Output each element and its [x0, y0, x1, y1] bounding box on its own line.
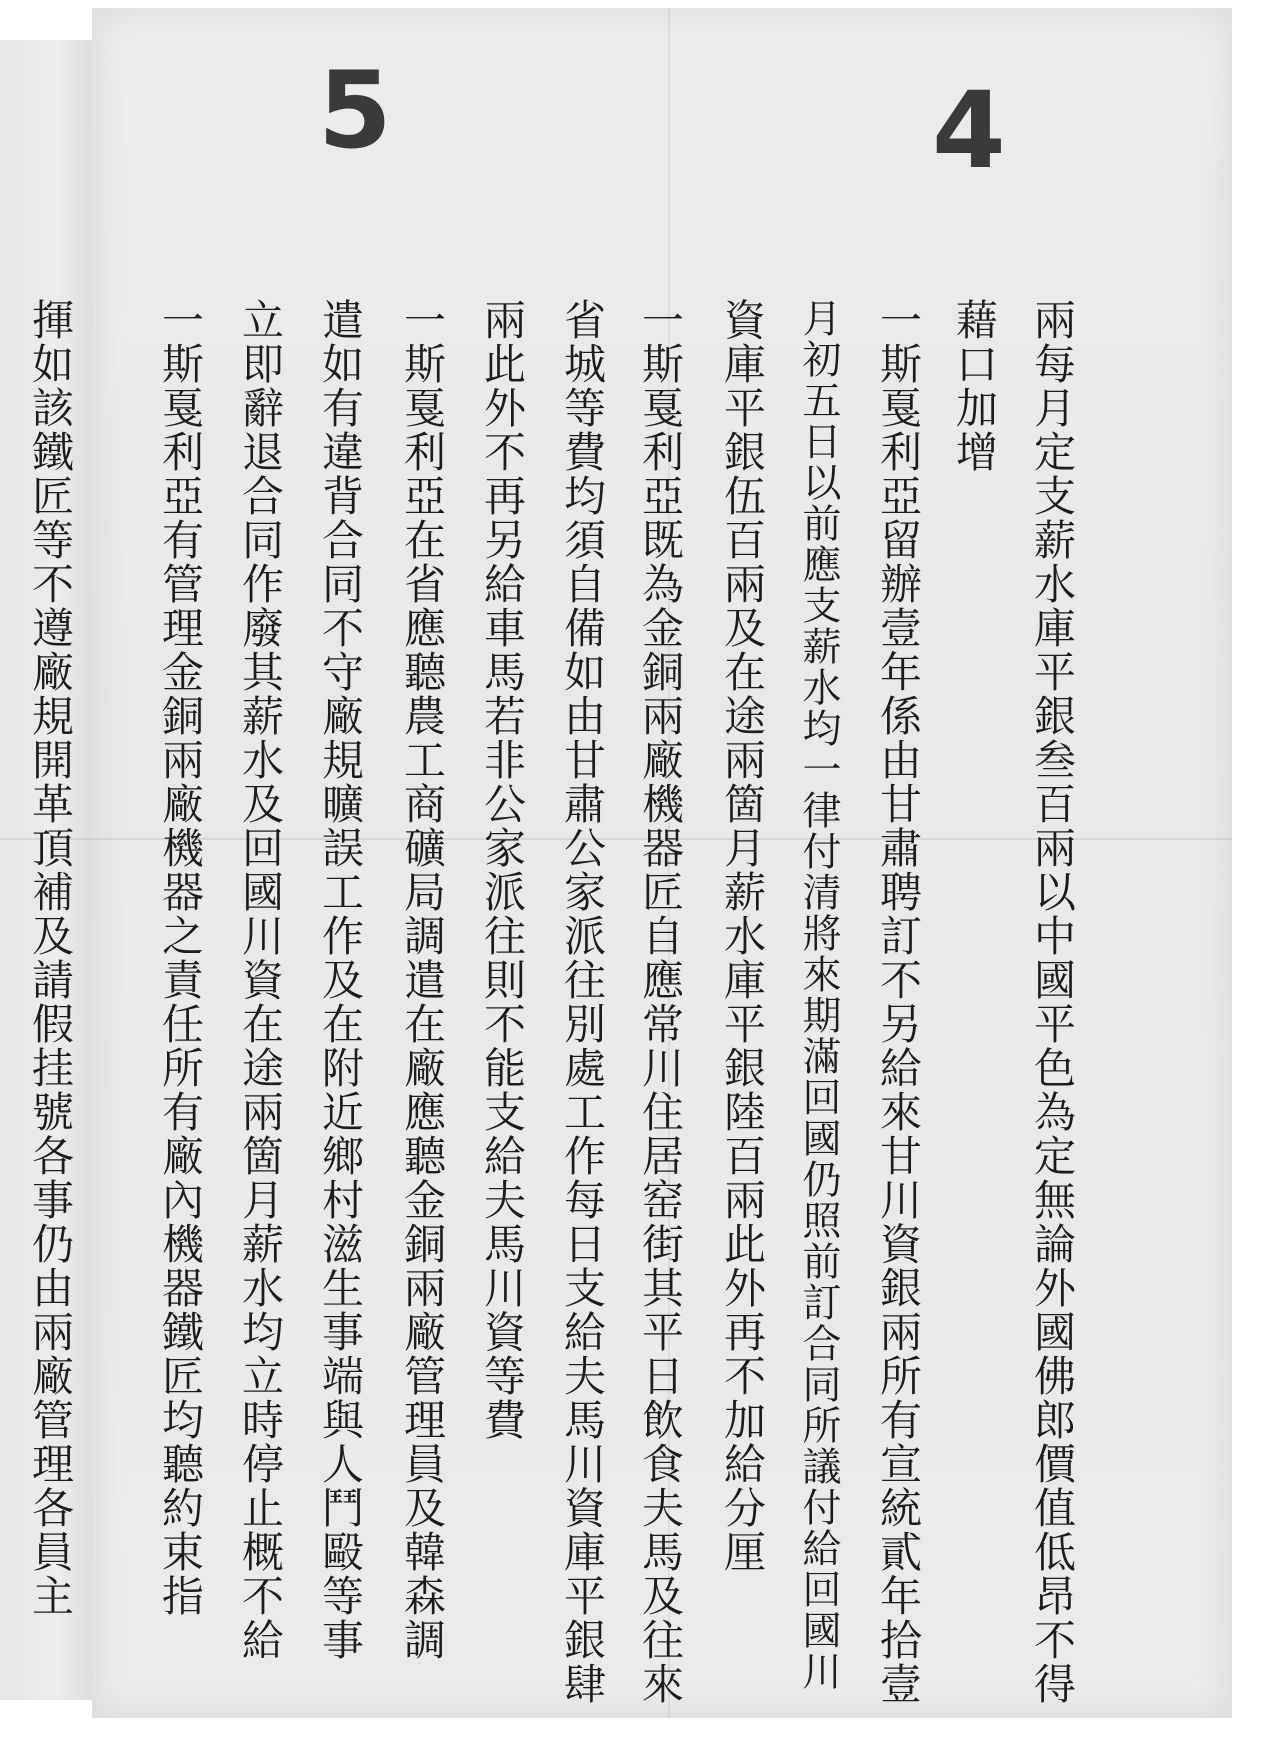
text-column-12: 一斯戛利亞有管理金銅兩廠機器之責任所有廠內機器鐵匠均聽約束指 [156, 298, 205, 1618]
text-column-5: 資庫平銀伍百兩及在途兩箇月薪水庫平銀陸百兩此外再不加給分厘 [718, 298, 767, 1574]
text-column-11: 立即辭退合同作廢其薪水及回國川資在途兩箇月薪水均立時停止概不給 [236, 298, 285, 1662]
text-column-4: 月初五日以前應支薪水均一律付清將來期滿回國仍照前訂合同所議付給回國川 [796, 298, 841, 1692]
page-number-left: 5 [318, 49, 392, 172]
page-number-right: 4 [932, 69, 1006, 192]
text-column-10: 遣如有違背合同不守廠規曠誤工作及在附近鄉村滋生事端與人鬥毆等事 [316, 298, 365, 1662]
text-column-1: 兩每月定支薪水庫平銀叁百兩以中國平色為定無論外國佛郎價值低昂不得 [1028, 298, 1077, 1706]
text-column-3: 一斯戛利亞留辦壹年係由甘肅聘訂不另給來甘川資銀兩所有宣統貳年拾壹 [874, 298, 923, 1706]
text-column-8: 兩此外不再另給車馬若非公家派往則不能支給夫馬川資等費 [478, 298, 527, 1442]
text-column-2: 藉口加增 [950, 298, 999, 474]
text-column-7: 省城等費均須自備如由甘肅公家派往別處工作每日支給夫馬川資庫平銀肆 [558, 298, 607, 1706]
text-column-13: 揮如該鐵匠等不遵廠規開革頂補及請假挂號各事仍由兩廠管理各員主 [26, 298, 75, 1618]
text-column-6: 一斯戛利亞既為金銅兩廠機器匠自應常川住居窑街其平日飲食夫馬及往來 [636, 298, 685, 1706]
text-column-9: 一斯戛利亞在省應聽農工商礦局調遣在廠應聽金銅兩廠管理員及韓森調 [398, 298, 447, 1662]
